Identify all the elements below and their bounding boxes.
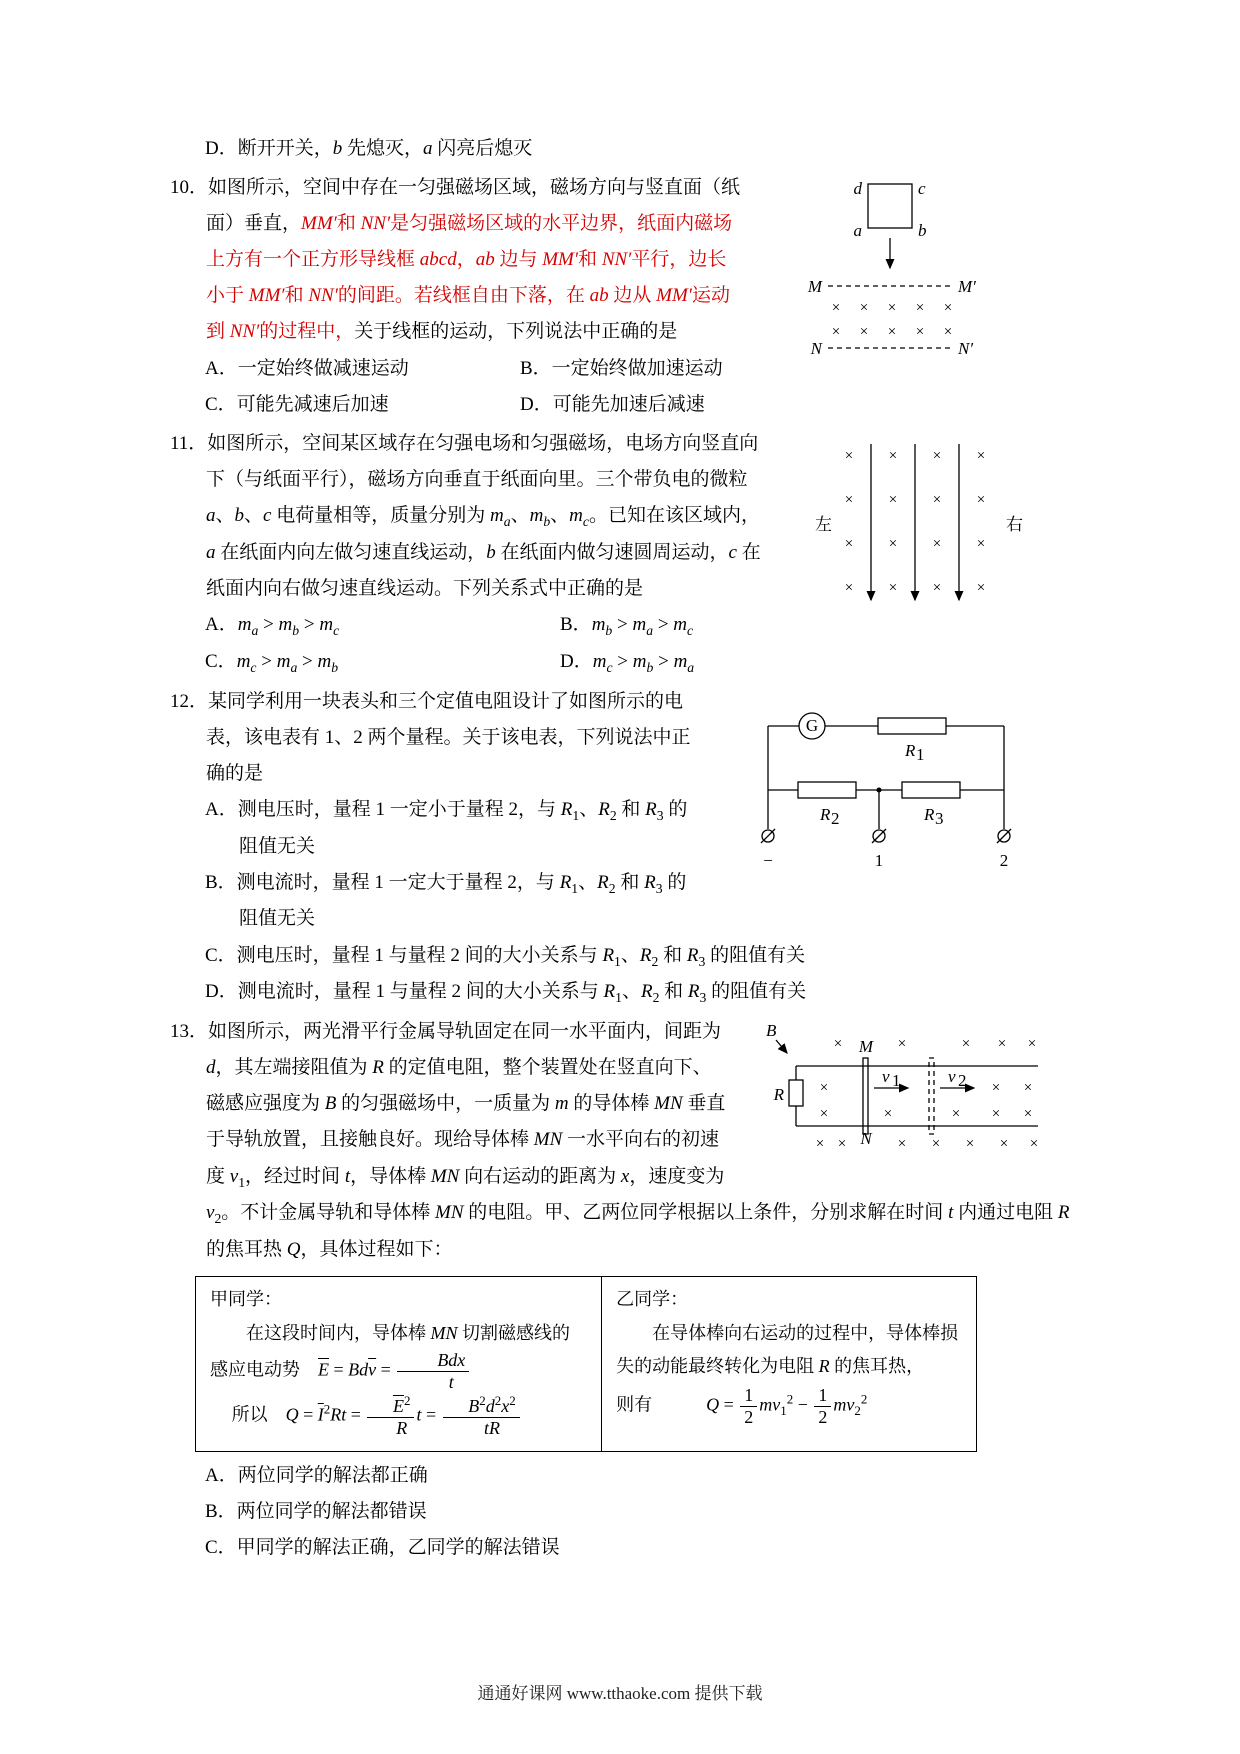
yi-paragraph: 在导体棒向右运动的过程中，导体棒损失的动能最终转化为电阻 R 的焦耳热， [616,1322,959,1376]
q13-label-B: B [766,1021,777,1041]
solution-cell-yi [602,1277,977,1451]
resistor-r [789,1080,803,1106]
svg-text:×: × [932,447,941,464]
q11-option-c: C．$m_c > m_a > m_b$ [205,650,339,675]
question-10 [170,170,1072,423]
svg-text:×: × [943,300,952,317]
q10-option-c: C．可能先减速后加速 [205,393,389,415]
svg-text:×: × [844,579,853,596]
q12-option-c: C．测电压时，量程 1 与量程 2 间的大小关系与 $R_1$、$R_2$ 和 $R_3$ 的阻值有关 [205,944,806,969]
svg-text:×: × [815,1136,825,1153]
svg-text:×: × [943,324,952,341]
q10-wire-frame [853,179,926,268]
q10-label-N: N [810,339,822,359]
jia-title: 甲同学： [210,1289,282,1310]
q10-field-crosses [831,300,951,340]
q13-figure [730,1014,1072,1168]
svg-text:×: × [859,324,868,341]
q12-circuit [761,713,1011,870]
r1-label: R [905,740,916,760]
svg-text:×: × [999,1136,1009,1153]
svg-text:×: × [844,447,853,464]
svg-text:×: × [888,447,897,464]
question-13 [170,1014,1072,1566]
q10-option-d: D．可能先加速后减速 [520,393,705,415]
q12-option-a: A．测电压时，量程 1 一定小于量程 2，与 $R_1$、$R_2$ 和 $R_3$ 的阻值无关 [205,798,688,857]
v2-label-sub: 2 [958,1071,967,1091]
svg-text:×: × [961,1036,971,1053]
q10-label-M: M [807,277,822,297]
q12-option-b: B．测电流时，量程 1 一定大于量程 2，与 $R_1$、$R_2$ 和 $R_3$ 的阻值无关 [205,871,687,930]
q13-rail-svg [756,1018,1046,1168]
svg-text:×: × [819,1106,829,1123]
svg-text:×: × [932,579,941,596]
r2-label: R [820,804,831,824]
terminal-1-label: 1 [874,850,884,870]
q10-field-region [806,277,975,358]
q9-option-d: D．断开开关，b 先熄灭，a 闪亮后熄灭 [205,138,533,159]
q10-label-c: c [917,179,926,199]
q10-label-d: d [853,179,862,199]
galvanometer-label: G [805,715,819,735]
svg-text:×: × [887,324,896,341]
q10-label-b: b [917,221,926,241]
svg-text:×: × [883,1106,893,1123]
yi-title: 乙同学： [616,1289,689,1310]
q13-option-c: C．甲同学的解法正确，乙同学的解法错误 [205,1536,560,1558]
svg-text:×: × [1027,1036,1037,1053]
svg-text:×: × [1023,1080,1033,1097]
r3-label: R [924,804,935,824]
terminal-minus-label: − [763,850,773,870]
q13-label-M: M [858,1037,874,1057]
terminal-2-label: 2 [999,850,1009,870]
resistor-r1 [878,718,946,734]
q11-field-arrows [871,444,959,600]
question-11 [170,426,1072,681]
svg-text:×: × [991,1080,1001,1097]
q10-figure [745,170,1072,364]
yi-formula: 则有 Q = $\frac{1}{2}$ $mv_1^2$ − $\frac{1}{2}$ $mv_2^2$ [616,1385,868,1427]
q12-stem: 12．某同学利用一块表头和三个定值电阻设计了如图所示的电表，该电表有 1、2 两个量程。关于该电表，下列说法中正确的是 [170,690,691,784]
svg-text:×: × [965,1136,975,1153]
svg-text:×: × [819,1080,829,1097]
r2-label-sub: 2 [831,808,840,828]
v1-label-sub: 1 [892,1071,901,1091]
q10-label-a: a [853,221,862,241]
svg-text:×: × [831,300,840,317]
svg-text:×: × [915,324,924,341]
resistor-r3 [902,782,960,798]
svg-text:×: × [991,1106,1001,1123]
svg-text:×: × [976,579,985,596]
rod-mn [863,1058,868,1134]
svg-text:×: × [844,535,853,552]
svg-text:×: × [931,1136,941,1153]
q12-option-d: D．测电流时，量程 1 与量程 2 间的大小关系与 $R_1$、$R_2$ 和 $R_3$ 的阻值有关 [205,981,807,1006]
svg-text:×: × [997,1036,1007,1053]
q11-figure-svg [813,430,1025,630]
q13-stem: 13．如图所示，两光滑平行金属导轨固定在同一水平面内，间距为 d，其左端接阻值为 R 的定值电阻，整个装置处在竖直向下、磁感应强度为 B 的匀强磁场中，一质量为 m 的导体棒 MN 垂直于导轨放置，且接触良好。现给导体棒 MN 一水平向右的初速度 $v_1$，经过时间 t，导体棒 MN 向右运动的距离为 x，速度变为 $v_2$。不计金属导轨和导体棒 MN 的电阻。甲、乙两位同学根据以上条件，分别求解在时间 t 内通过电阻 R 的焦耳热 Q，具体过程如下： [170,1021,1070,1261]
svg-text:×: × [1023,1106,1033,1123]
q13-solution-table [195,1276,977,1451]
q11-option-d: D．$m_c > m_b > m_a$ [560,650,695,675]
q13-option-b: B．两位同学的解法都错误 [205,1500,427,1522]
svg-text:×: × [887,300,896,317]
svg-text:×: × [831,324,840,341]
svg-text:×: × [915,300,924,317]
svg-text:×: × [976,535,985,552]
question-12 [170,684,1072,1012]
q11-figure [765,426,1072,630]
q11-options-row-2 [205,644,1072,681]
q10-options-row-2 [205,387,1072,423]
resistor-r2 [798,782,856,798]
q10-stem: 10．如图所示，空间中存在一匀强磁场区域，磁场方向与竖直面（纸面）垂直，MM′和 NN′是匀强磁场区域的水平边界，纸面内磁场上方有一个正方形导线框 abcd，ab 边与 MM′和 NN′平行，边长小于 MM′和 NN′的间距。若线框自由下落，在 ab 边从 MM′运动到 NN′的过程中，关于线框的运动，下列说法中正确的是 [170,177,741,343]
svg-text:×: × [897,1036,907,1053]
q11-stem: 11．如图所示，空间某区域存在匀强电场和匀强磁场，电场方向竖直向下（与纸面平行），磁场方向垂直于纸面向里。三个带负电的微粒 a、b、c 电荷量相等，质量分别为 $m_a$、$m_b$、$m_c$。已知在该区域内，a 在纸面内向左做匀速直线运动，b 在纸面内做匀速圆周运动，c 在纸面内向右做匀速直线运动。下列关系式中正确的是 [170,432,761,599]
solution-cell-jia [196,1277,602,1451]
svg-text:×: × [951,1106,961,1123]
svg-text:×: × [859,300,868,317]
svg-text:×: × [888,535,897,552]
svg-text:×: × [976,447,985,464]
page-footer: 通通好课网 www.tthaoke.com 提供下载 [477,1684,763,1703]
svg-text:×: × [837,1136,847,1153]
svg-text:×: × [932,491,941,508]
q11-label-right: 右 [1005,514,1023,534]
q13-option-a: A．两位同学的解法都正确 [205,1464,428,1486]
svg-text:×: × [888,579,897,596]
q13-label-R: R [773,1085,784,1105]
question-9-tail [170,131,1072,167]
q13-label-N: N [860,1129,872,1149]
svg-text:×: × [932,535,941,552]
jia-formula: 所以 $Q = \overline{I}^2Rt$ = $\frac{\overline{E}^2}{R}$ t = $\frac{B^2d^2x^2}{tR}$ [210,1394,587,1438]
svg-text:×: × [888,491,897,508]
q13-rail-diagram [766,1021,1038,1152]
r1-label-sub: 1 [916,744,925,764]
svg-text:×: × [833,1036,843,1053]
svg-text:×: × [976,491,985,508]
svg-text:×: × [897,1136,907,1153]
q10-label-M-prime: M′ [957,277,976,297]
v1-label: v [882,1067,890,1087]
q11-option-a: A．$m_a > m_b > m_c$ [205,613,340,638]
v2-label: v [948,1067,956,1087]
q12-figure [700,684,1072,878]
jia-paragraph: 在这段时间内，导体棒 MN 切割磁感线的感应电动势 $\overline{E} = Bd\overline{v}$ = $\frac{\text{Bdx}}{t}$ [210,1322,570,1392]
q11-label-left: 左 [814,514,832,534]
q10-option-a: A．一定始终做减速运动 [205,357,409,379]
svg-text:×: × [1029,1136,1039,1153]
rod-mn-ghost [929,1058,934,1134]
q12-circuit-svg [750,688,1022,878]
svg-text:×: × [844,491,853,508]
r3-label-sub: 3 [935,808,944,828]
q10-option-b: B．一定始终做加速运动 [520,357,723,379]
q10-label-N-prime: N′ [957,339,973,359]
q11-option-b: B．$m_b > m_a > m_c$ [560,613,694,638]
q13-field-crosses [816,1036,1038,1152]
q10-figure-svg [804,174,1014,364]
